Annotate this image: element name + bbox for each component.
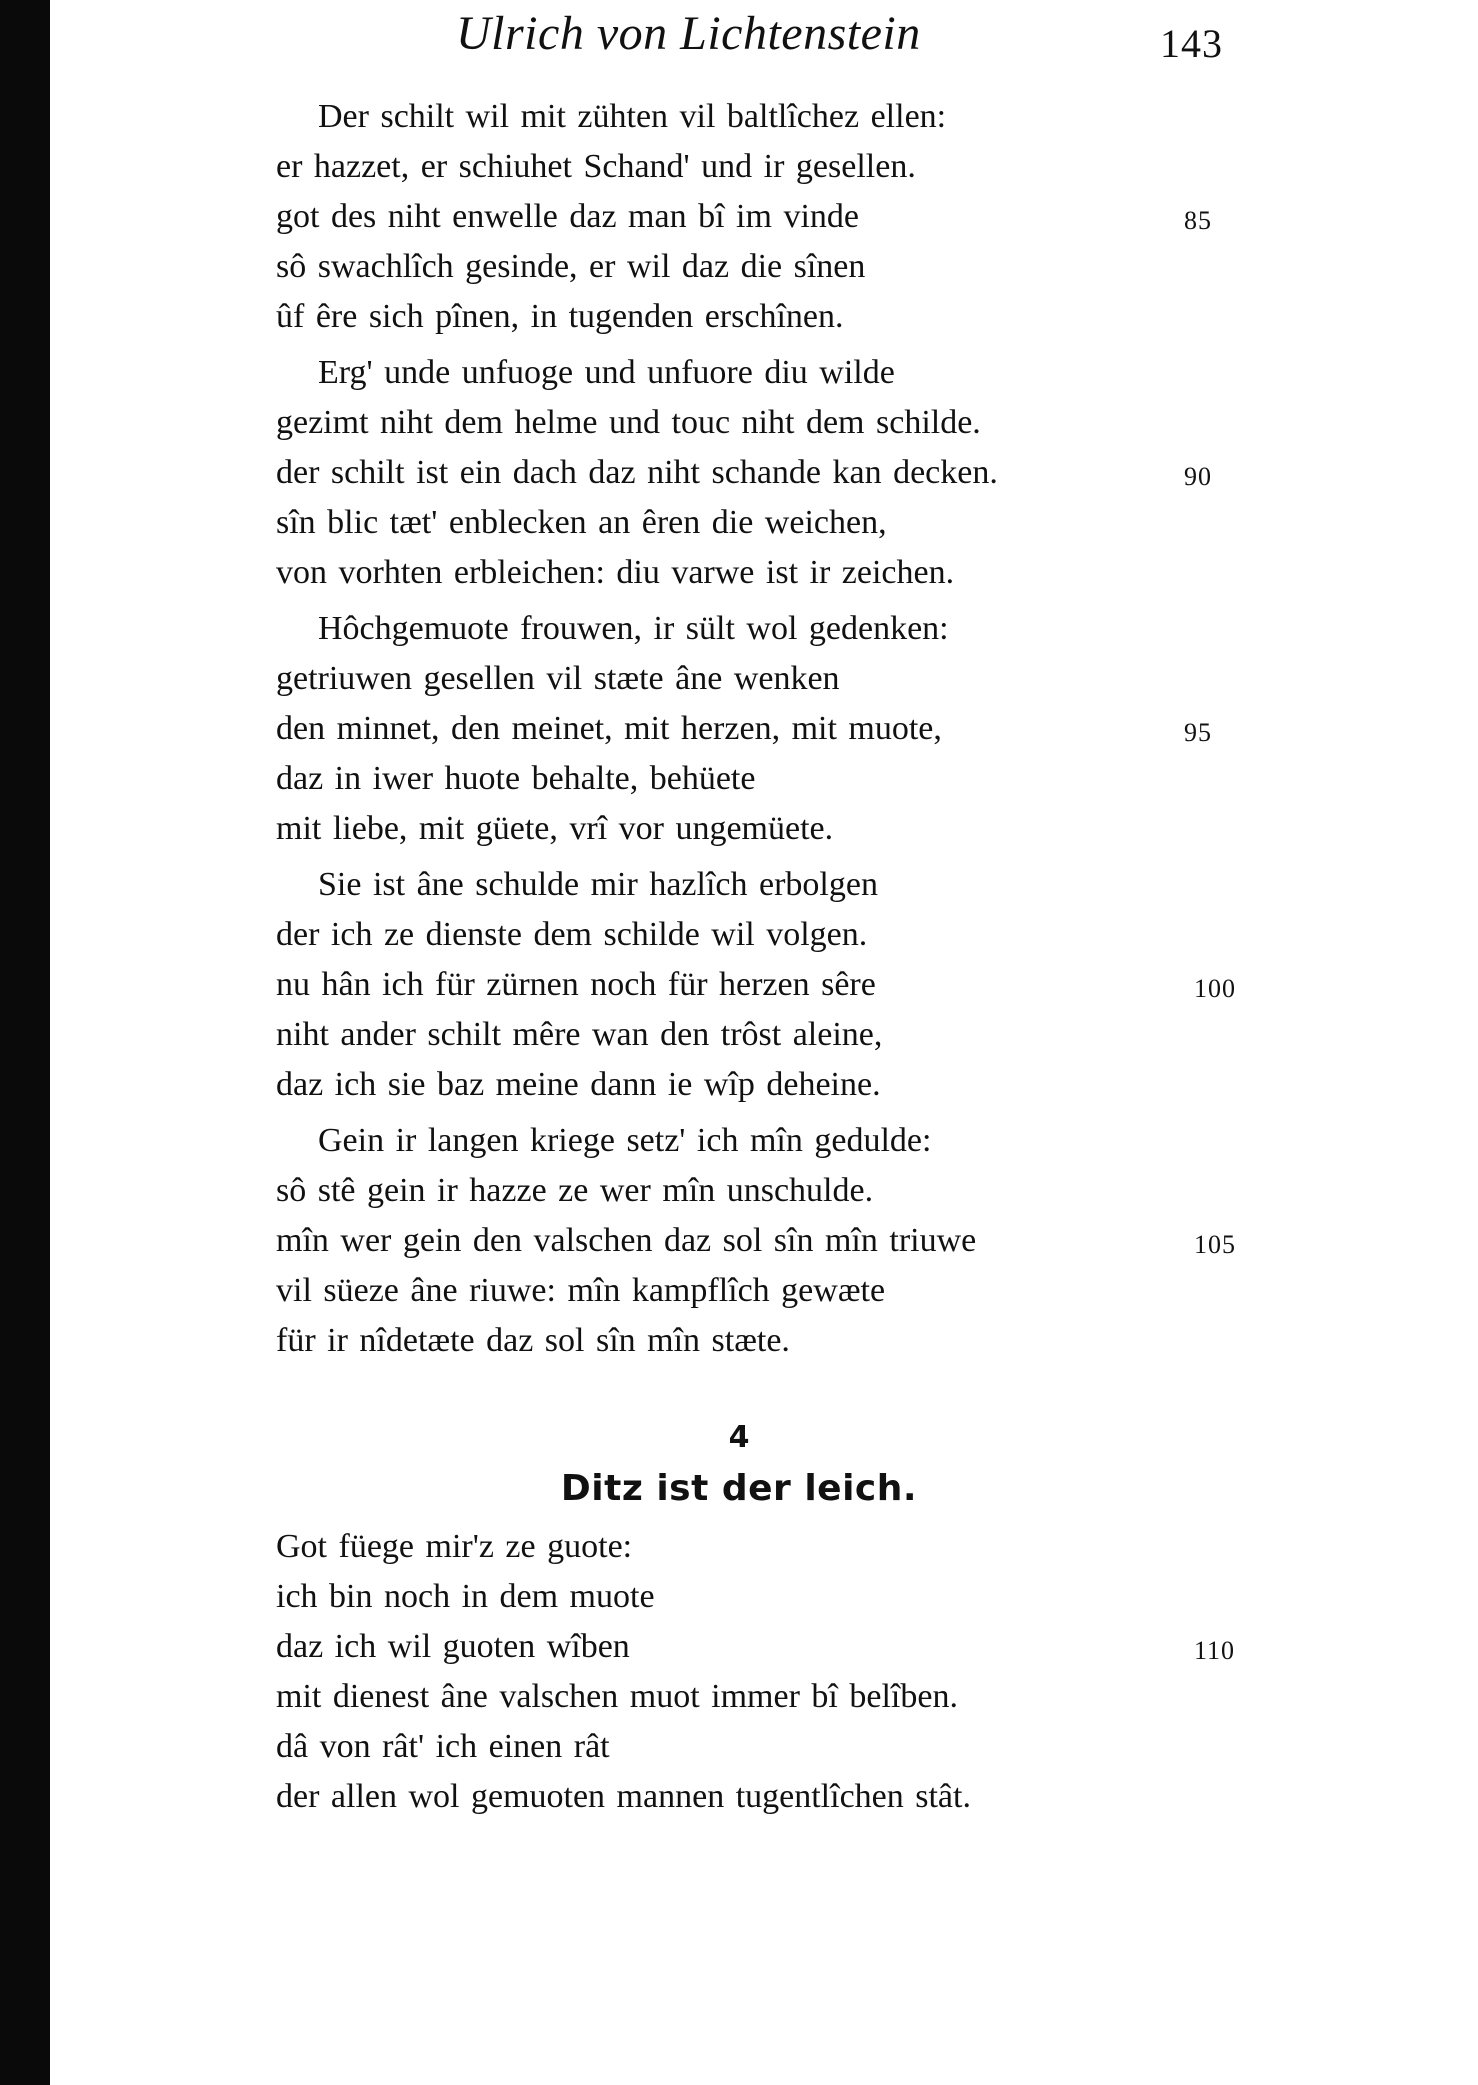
verse-line bbox=[276, 1010, 1276, 1060]
verse-line bbox=[276, 1522, 1276, 1572]
verse-line bbox=[276, 804, 1276, 854]
verse-line bbox=[276, 348, 1276, 398]
line-number: 110 bbox=[1194, 1636, 1236, 1665]
verse-text: der ich ze dienste dem schilde wil volgen. bbox=[276, 916, 868, 953]
verse-line bbox=[276, 1166, 1276, 1216]
verse-text: Gein ir langen kriege setz' ich mîn gedulde: bbox=[318, 1122, 932, 1159]
verse-line bbox=[276, 548, 1276, 598]
verse-line bbox=[276, 960, 1276, 1010]
verse-text: dâ von rât' ich einen rât bbox=[276, 1728, 610, 1765]
verse-line bbox=[276, 1772, 1276, 1822]
verse-text: niht ander schilt mêre wan den trôst aleine, bbox=[276, 1016, 883, 1053]
verse-text: sô swachlîch gesinde, er wil daz die sînen bbox=[276, 248, 866, 285]
poem-stanzas bbox=[276, 92, 1276, 1366]
verse-text: sîn blic tæt' enblecken an êren die weichen, bbox=[276, 504, 887, 541]
verse-text: für ir nîdetæte daz sol sîn mîn stæte. bbox=[276, 1322, 790, 1359]
line-number: 90 bbox=[1184, 462, 1212, 491]
verse-line bbox=[276, 1722, 1276, 1772]
page-number: 143 bbox=[1160, 21, 1223, 66]
verse-text: Hôchgemuote frouwen, ir sült wol gedenken: bbox=[318, 610, 949, 647]
scan-border bbox=[0, 0, 50, 2085]
verse-line bbox=[276, 1316, 1276, 1366]
verse-text: daz ich sie baz meine dann ie wîp deheine. bbox=[276, 1066, 881, 1103]
verse-text: vil süeze âne riuwe: mîn kampflîch gewæte bbox=[276, 1272, 886, 1309]
verse-line bbox=[276, 1622, 1276, 1672]
verse-text: sô stê gein ir hazze ze wer mîn unschulde. bbox=[276, 1172, 874, 1209]
verse-text: von vorhten erbleichen: diu varwe ist ir zeichen. bbox=[276, 554, 955, 591]
page-header bbox=[0, 6, 1478, 76]
verse-text: daz ich wil guoten wîben bbox=[276, 1628, 630, 1665]
verse-line bbox=[276, 704, 1276, 754]
verse-text: nu hân ich für zürnen noch für herzen sêre bbox=[276, 966, 876, 1003]
verse-text: der allen wol gemuoten mannen tugentlîchen stât. bbox=[276, 1778, 971, 1815]
verse-line bbox=[276, 754, 1276, 804]
verse-line bbox=[276, 398, 1276, 448]
verse-line bbox=[276, 1572, 1276, 1622]
line-number: 105 bbox=[1194, 1230, 1236, 1259]
verse-line bbox=[276, 242, 1276, 292]
verse-line bbox=[276, 1672, 1276, 1722]
section-number: 4 bbox=[728, 1420, 750, 1455]
verse-text: Sie ist âne schulde mir hazlîch erbolgen bbox=[318, 866, 878, 903]
verse-line bbox=[276, 1116, 1276, 1166]
verse-text: er hazzet, er schiuhet Schand' und ir gesellen. bbox=[276, 148, 916, 185]
verse-text: mîn wer gein den valschen daz sol sîn mîn triuwe bbox=[276, 1222, 977, 1259]
verse-text: getriuwen gesellen vil stæte âne wenken bbox=[276, 660, 840, 697]
verse-text: Erg' unde unfuoge und unfuore diu wilde bbox=[318, 354, 895, 391]
verse-line bbox=[276, 1060, 1276, 1110]
verse-text: mit dienest âne valschen muot immer bî belîben. bbox=[276, 1678, 958, 1715]
verse-text: ich bin noch in dem muote bbox=[276, 1578, 655, 1615]
verse-text: Der schilt wil mit zühten vil baltlîchez ellen: bbox=[318, 98, 947, 135]
verse-text: der schilt ist ein dach daz niht schande kan decken. bbox=[276, 454, 998, 491]
leich-text bbox=[276, 1522, 1276, 1822]
verse-text: mit liebe, mit güete, vrî vor ungemüete. bbox=[276, 810, 834, 847]
verse-line bbox=[276, 92, 1276, 142]
verse-line bbox=[276, 604, 1276, 654]
verse-text: ûf êre sich pînen, in tugenden erschînen. bbox=[276, 298, 844, 335]
verse-text: daz in iwer huote behalte, behüete bbox=[276, 760, 756, 797]
running-title: Ulrich von Lichtenstein bbox=[456, 7, 921, 60]
verse-line bbox=[276, 448, 1276, 498]
verse-text: den minnet, den meinet, mit herzen, mit muote, bbox=[276, 710, 942, 747]
line-number: 95 bbox=[1184, 718, 1212, 747]
verse-line bbox=[276, 1216, 1276, 1266]
verse-line bbox=[276, 860, 1276, 910]
verse-line bbox=[276, 192, 1276, 242]
verse-line bbox=[276, 142, 1276, 192]
section-title: Ditz ist der leich. bbox=[560, 1468, 918, 1509]
verse-line bbox=[276, 498, 1276, 548]
verse-text: got des niht enwelle daz man bî im vinde bbox=[276, 198, 859, 235]
line-number: 100 bbox=[1194, 974, 1236, 1003]
verse-text: gezimt niht dem helme und touc niht dem schilde. bbox=[276, 404, 981, 441]
verse-line bbox=[276, 1266, 1276, 1316]
verse-line bbox=[276, 292, 1276, 342]
verse-text: Got füege mir'z ze guote: bbox=[276, 1528, 633, 1565]
verse-line bbox=[276, 654, 1276, 704]
line-number: 85 bbox=[1184, 206, 1212, 235]
verse-line bbox=[276, 910, 1276, 960]
